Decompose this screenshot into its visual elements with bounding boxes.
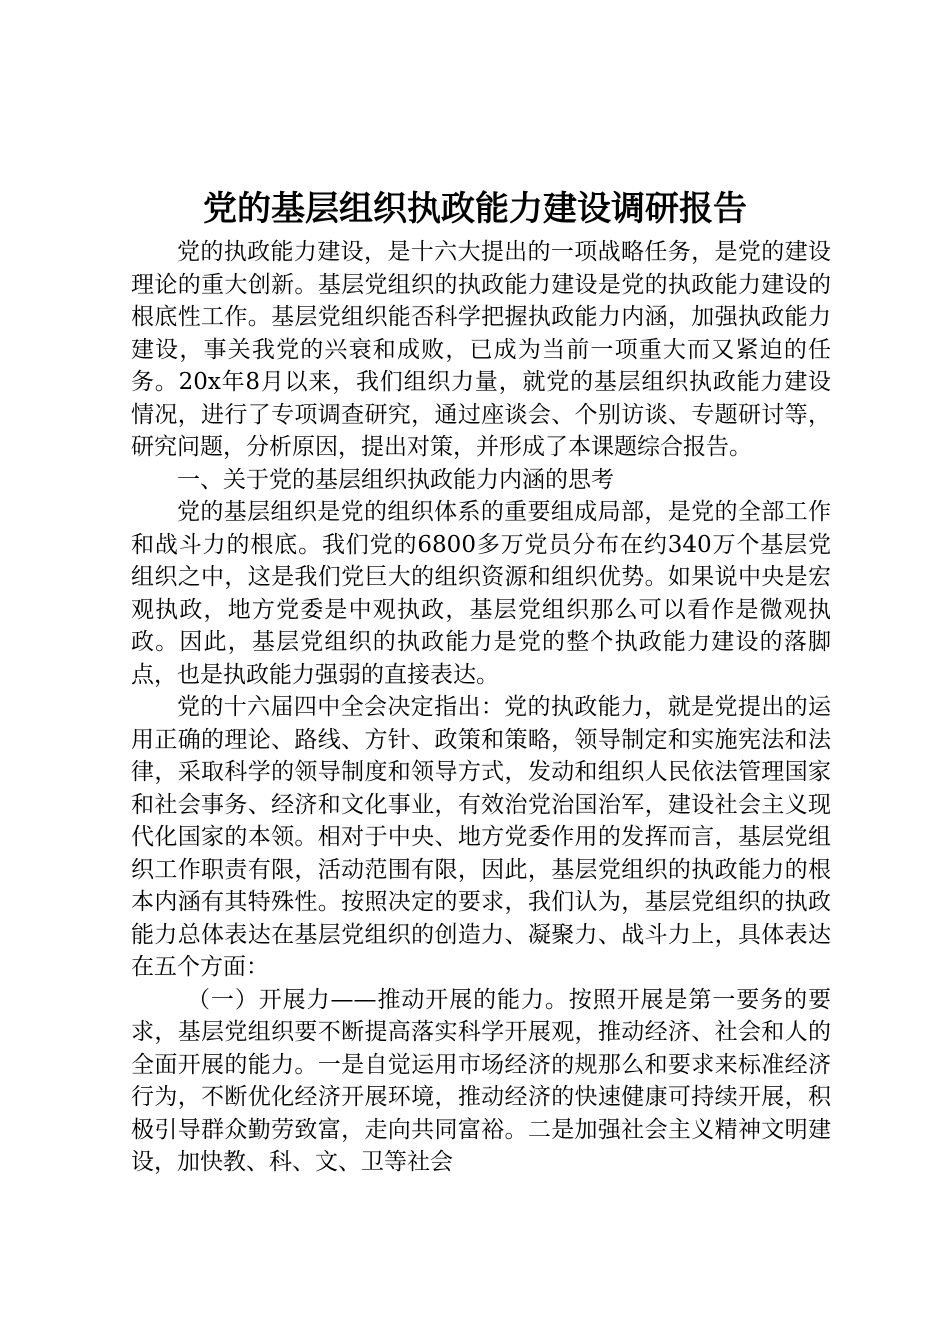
section-heading-1: 一、关于党的基层组织执政能力内涵的思考 [177,466,614,493]
paragraph-intro: 党的执政能力建设，是十六大提出的一项战略任务，是党的建设理论的重大创新。基层党组织的执政能力建设是党的执政能力建设的根底性工作。基层党组织能否科学把握执政能力内涵，加强执政能力建设，事关我党的兴衰和成败，已成为当前一项重大而又紧迫的任务。20x年8月以来，我们组织力量，就党的基层组织执政能力建设情况，进行了专项调查研究，通过座谈会、个别访谈、专题研讨等，研究问题，分析原因，提出对策，并形成了本课题综合报告。 [131,239,831,460]
paragraph-grassroots-organization: 党的基层组织是党的组织体系的重要组成局部，是党的全部工作和战斗力的根底。我们党的6800多万党员分布在约340万个基层党组织之中，这是我们党巨大的组织资源和组织优势。如果说中央是宏观执政，地方党委是中观执政，基层党组织那么可以看作是微观执政。因此，基层党组织的执政能力是党的整个执政能力建设的落脚点，也是执政能力强弱的直接表达。 [131,499,831,688]
document-body [131,236,831,1179]
document-title: 党的基层组织执政能力建设调研报告 [203,189,747,229]
paragraph-development-capacity: （一）开展力——推动开展的能力。按照开展是第一要务的要求，基层党组织要不断提高落实科学开展观，推动经济、社会和人的全面开展的能力。一是自觉运用市场经济的规那么和要求来标准经济行为，不断优化经济开展环境，推动经济的快速健康可持续开展，积极引导群众勤劳致富，走向共同富裕。二是加强社会主义精神文明建设，加快教、科、文、卫等社会 [131,986,831,1175]
paragraph-fourth-plenum-decision: 党的十六届四中全会决定指出：党的执政能力，就是党提出的运用正确的理论、路线、方针、政策和策略，领导制定和实施宪法和法律，采取科学的领导制度和领导方式，发动和组织人民依法管理国家和社会事务、经济和文化事业，有效治党治国治军，建设社会主义现代化国家的本领。相对于中央、地方党委作用的发挥而言，基层党组织工作职责有限，活动范围有限，因此，基层党组织的执政能力的根本内涵有其特殊性。按照决定的要求，我们认为，基层党组织的执政能力总体表达在基层党组织的创造力、凝聚力、战斗力上，具体表达在五个方面： [131,694,831,980]
